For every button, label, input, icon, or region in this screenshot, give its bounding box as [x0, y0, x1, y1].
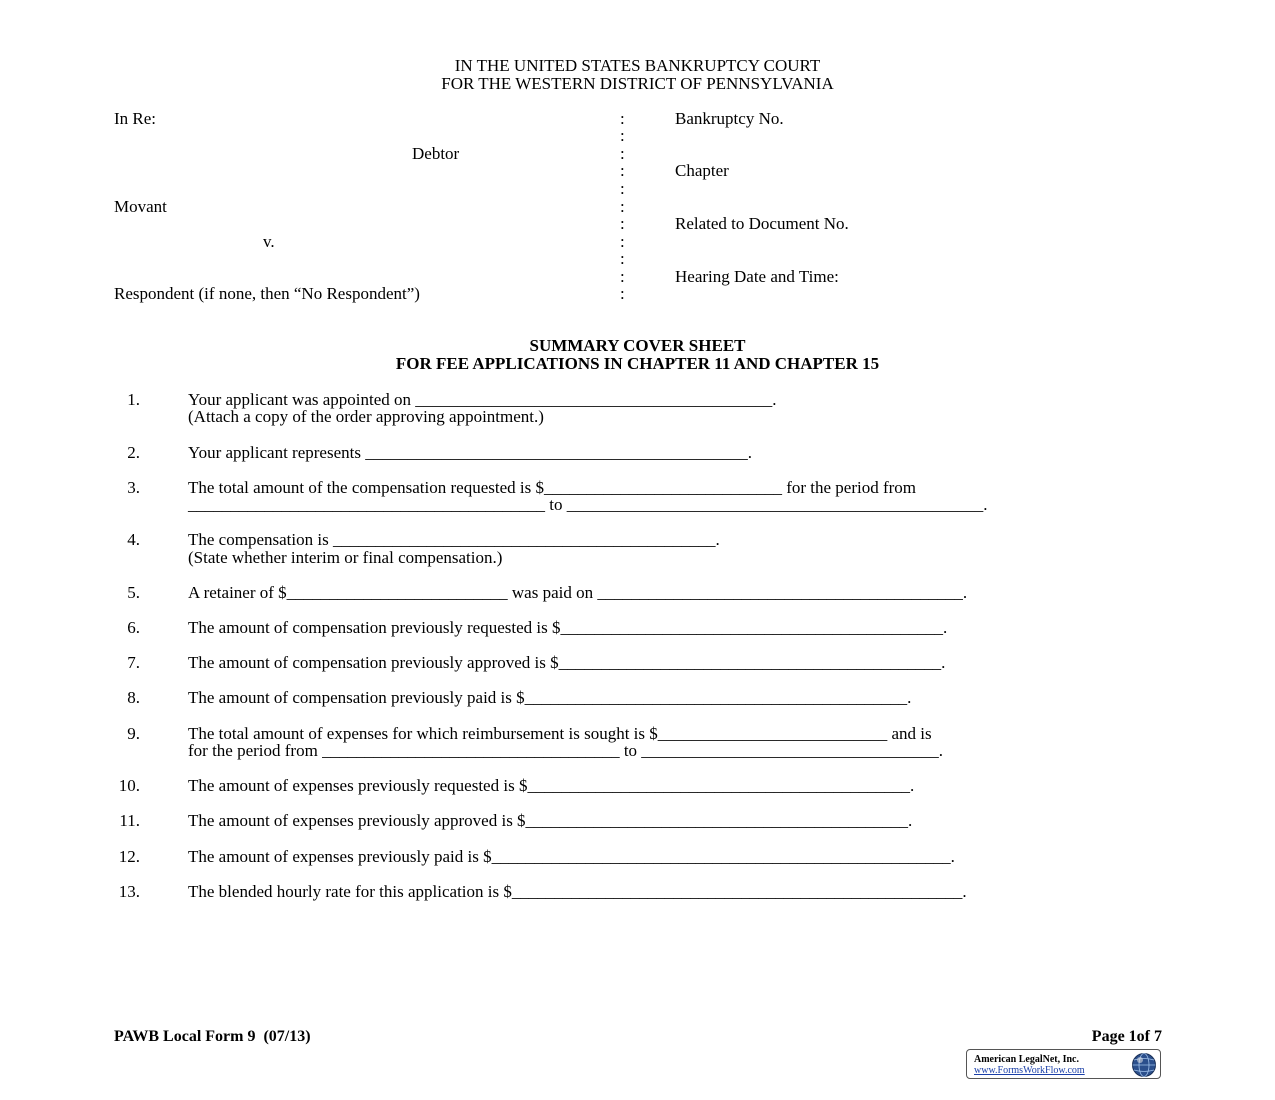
bankruptcy-no-label: Bankruptcy No. [675, 109, 784, 128]
item-number: 1. [127, 390, 140, 409]
respondent-label: Respondent (if none, then “No Respondent”) [114, 284, 420, 303]
item-text: The amount of expenses previously requested is $_____________________________________________. [188, 776, 915, 795]
separator: : [620, 109, 625, 128]
item-number: 4. [127, 530, 140, 549]
globe-icon [1131, 1052, 1157, 1078]
item-number: 11. [119, 811, 140, 830]
item-number: 8. [127, 688, 140, 707]
court-name-line1: IN THE UNITED STATES BANKRUPTCY COURT [454, 56, 821, 75]
separator: : [620, 232, 625, 251]
item-text: The blended hourly rate for this application is $_____________________________________________________. [188, 882, 967, 901]
separator: : [620, 214, 625, 233]
separator: : [620, 161, 625, 180]
page-number: Page 1of 7 [1091, 1028, 1162, 1045]
document-title-line2: FOR FEE APPLICATIONS IN CHAPTER 11 AND CHAPTER 15 [395, 354, 880, 373]
item-text: The amount of compensation previously requested is $_____________________________________________. [188, 618, 948, 637]
item-number: 3. [127, 478, 140, 497]
item-number: 10. [118, 776, 140, 795]
separator: : [620, 144, 625, 163]
court-name-line2: FOR THE WESTERN DISTRICT OF PENNSYLVANIA [441, 74, 834, 93]
versus-label: v. [263, 232, 275, 251]
item-text: Your applicant represents _____________________________________________. [188, 443, 752, 462]
item-number: 13. [118, 882, 140, 901]
item-text: Your applicant was appointed on __________________________________________. [188, 390, 777, 409]
hearing-date-label: Hearing Date and Time: [675, 267, 839, 286]
publisher-link[interactable]: www.FormsWorkFlow.com [974, 1065, 1085, 1076]
item-text: The total amount of expenses for which reimbursement is sought is $___________________________ and is [188, 724, 932, 743]
form-identifier: PAWB Local Form 9 (07/13) [114, 1028, 311, 1045]
separator: : [620, 126, 625, 145]
separator: : [620, 249, 625, 268]
item-text: The amount of expenses previously approved is $_____________________________________________. [188, 811, 913, 830]
item-text-continued: for the period from ___________________________________ to ___________________________________. [188, 741, 944, 760]
item-text: The compensation is _____________________________________________. [188, 530, 720, 549]
document-title-line1: SUMMARY COVER SHEET [529, 336, 746, 355]
separator: : [620, 197, 625, 216]
item-note: (Attach a copy of the order approving appointment.) [188, 407, 544, 426]
item-number: 2. [127, 443, 140, 462]
item-number: 5. [127, 583, 140, 602]
separator: : [620, 284, 625, 303]
separator: : [620, 179, 625, 198]
item-text: The amount of compensation previously paid is $_____________________________________________. [188, 688, 912, 707]
in-re-label: In Re: [114, 109, 157, 128]
item-text: The total amount of the compensation requested is $____________________________ for the period from [188, 478, 917, 497]
related-document-label: Related to Document No. [675, 214, 849, 233]
chapter-label: Chapter [675, 161, 729, 180]
item-text: The amount of compensation previously approved is $_____________________________________________. [188, 653, 946, 672]
publisher-logo[interactable] [966, 1049, 1161, 1079]
item-text: The amount of expenses previously paid is $______________________________________________________. [188, 847, 955, 866]
item-note: (State whether interim or final compensation.) [188, 548, 503, 567]
movant-label: Movant [114, 197, 167, 216]
debtor-label: Debtor [412, 144, 460, 163]
publisher-name: American LegalNet, Inc. [974, 1054, 1079, 1065]
item-number: 6. [127, 618, 140, 637]
item-number: 12. [118, 847, 140, 866]
item-text-continued: __________________________________________ to _________________________________________________. [188, 495, 988, 514]
separator: : [620, 267, 625, 286]
item-number: 9. [127, 724, 140, 743]
item-number: 7. [127, 653, 140, 672]
item-text: A retainer of $__________________________ was paid on ___________________________________________. [188, 583, 968, 602]
